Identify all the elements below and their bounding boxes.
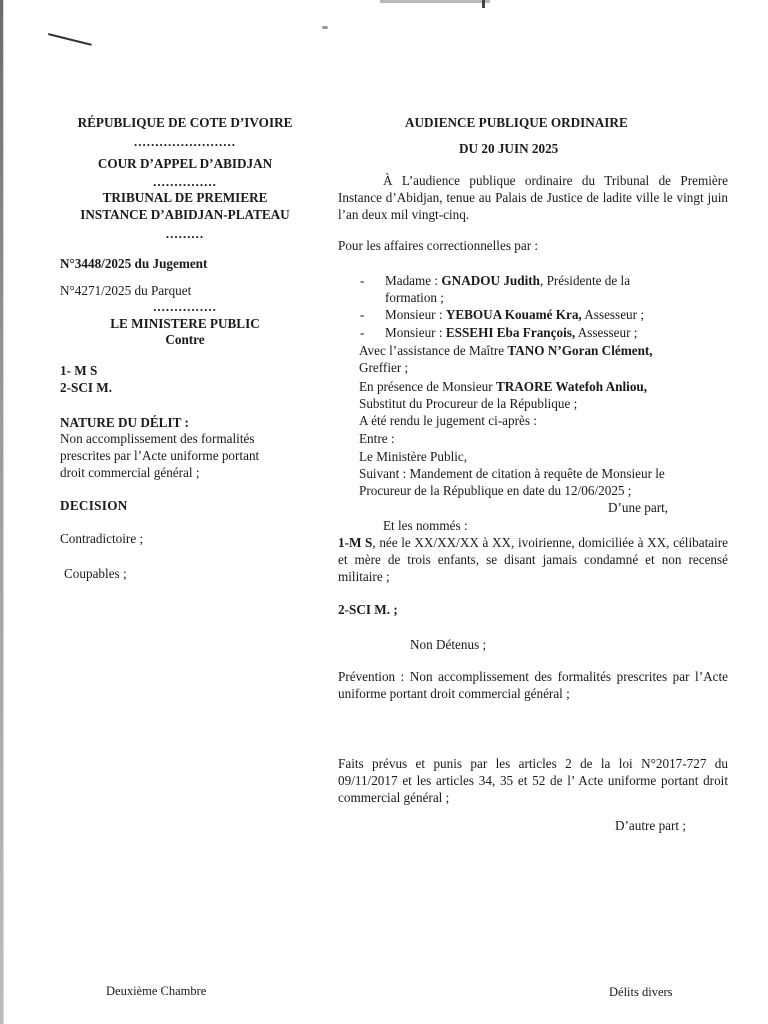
suivant-line-2: Procureur de la République en date du 12/06/2025 ; xyxy=(359,483,632,498)
separator: ......... xyxy=(165,226,205,241)
footer-chamber: Deuxième Chambre xyxy=(106,984,207,998)
nature-title: NATURE DU DÉLIT : xyxy=(60,415,189,430)
decision-coupables: Coupables ; xyxy=(64,566,127,581)
pour-line: Pour les affaires correctionnelles par : xyxy=(338,238,539,253)
decision-contradictoire: Contradictoire ; xyxy=(60,531,144,546)
substitut-role: Substitut du Procureur de la République ; xyxy=(359,396,578,411)
rendu-line: A été rendu le jugement ci-après : xyxy=(359,413,537,428)
party-1-description xyxy=(338,534,728,585)
parquet-number: N°4271/2025 du Parquet xyxy=(60,283,192,298)
separator: ............... xyxy=(153,174,217,189)
republic-heading: RÉPUBLIQUE DE COTE D’IVOIRE xyxy=(77,115,293,130)
bullet: - xyxy=(360,325,365,340)
member-president-cont: formation ; xyxy=(385,290,444,305)
footer-delits: Délits divers xyxy=(609,985,673,999)
substitut-prefix: En présence de Monsieur xyxy=(359,379,496,394)
prevention-paragraph: Prévention : Non accomplissement des formalités prescrites par l’Acte uniforme portant droit commercial général ; xyxy=(338,669,728,701)
member-role: Assesseur ; xyxy=(575,325,638,340)
contre-label: Contre xyxy=(165,332,205,347)
bullet: - xyxy=(360,273,365,288)
greffier-prefix: Avec l’assistance de Maître xyxy=(359,343,508,358)
party-2: 2-SCI M. xyxy=(60,380,113,395)
member-name: GNADOU Judith xyxy=(441,273,540,288)
member-prefix: Monsieur : xyxy=(385,307,446,322)
nature-line: droit commercial général ; xyxy=(60,465,200,480)
tribunal-heading-line2: INSTANCE D’ABIDJAN-PLATEAU xyxy=(80,207,290,222)
scan-dot xyxy=(322,26,328,29)
party-1-name: 1-M S xyxy=(338,535,373,550)
suivant-line-1: Suivant : Mandement de citation à requête de Monsieur le xyxy=(359,466,665,481)
ministere-public: LE MINISTERE PUBLIC xyxy=(110,316,260,331)
greffier-role: Greffier ; xyxy=(359,360,409,375)
separator: ............... xyxy=(153,299,217,314)
member-role: Assesseur ; xyxy=(581,307,644,322)
member-prefix: Monsieur : xyxy=(385,325,446,340)
member-name: ESSEHI Eba François, xyxy=(445,325,576,340)
une-part: D’une part, xyxy=(608,500,669,515)
non-detenus: Non Détenus ; xyxy=(410,637,487,652)
scan-edge-inner xyxy=(3,0,4,1024)
member-role: , Présidente de la xyxy=(539,273,631,288)
entre-line: Entre : xyxy=(359,431,395,446)
scan-tick xyxy=(482,0,485,8)
scan-smudge xyxy=(380,0,490,3)
substitut-name: TRAORE Watefoh Anliou, xyxy=(495,379,648,394)
nature-line: prescrites par l’Acte uniforme portant xyxy=(60,448,260,463)
member-name: YEBOUA Kouamé Kra, xyxy=(445,307,582,322)
audience-heading: AUDIENCE PUBLIQUE ORDINAIRE xyxy=(405,115,628,130)
greffier-line xyxy=(359,342,653,359)
party-1: 1- M S xyxy=(60,363,98,378)
court-heading: COUR D’APPEL D’ABIDJAN xyxy=(97,156,273,171)
judgment-number: N°3448/2025 du Jugement xyxy=(60,256,208,271)
nommes-line: Et les nommés : xyxy=(383,518,468,533)
nature-line: Non accomplissement des formalités xyxy=(60,431,255,446)
audience-date: DU 20 JUIN 2025 xyxy=(459,141,559,156)
tribunal-heading-line1: TRIBUNAL DE PREMIERE xyxy=(102,190,268,205)
bullet: - xyxy=(360,307,365,322)
member-prefix: Madame : xyxy=(385,273,442,288)
substitut-line xyxy=(359,378,647,395)
autre-part: D’autre part ; xyxy=(615,818,687,833)
greffier-name: TANO N’Goran Clément, xyxy=(507,343,653,358)
party-2-line: 2-SCI M. ; xyxy=(338,602,398,617)
pen-stroke xyxy=(48,33,92,46)
ministere-line: Le Ministère Public, xyxy=(359,449,468,464)
member-assesseur-2 xyxy=(385,324,637,341)
member-assesseur-1 xyxy=(385,306,644,323)
intro-paragraph: À L’audience publique ordinaire du Tribunal de Première Instance d’Abidjan, tenue au Palais de Justice de ladite ville le vingt juin l’an deux mil vingt-cinq. xyxy=(338,173,728,222)
separator: ........................ xyxy=(134,134,236,149)
decision-title: DECISION xyxy=(60,498,128,513)
member-president xyxy=(385,272,728,289)
party-1-text: , née le XX/XX/XX à XX, ivoirienne, domiciliée à XX, célibataire et mère de trois enfants, se disant jamais condamné et non recensé militaire ; xyxy=(338,535,728,584)
faits-paragraph: Faits prévus et punis par les articles 2 de la loi N°2017-727 du 09/11/2017 et les articles 34, 35 et 52 de l’ Acte uniforme portant droit commercial général ; xyxy=(338,756,728,805)
